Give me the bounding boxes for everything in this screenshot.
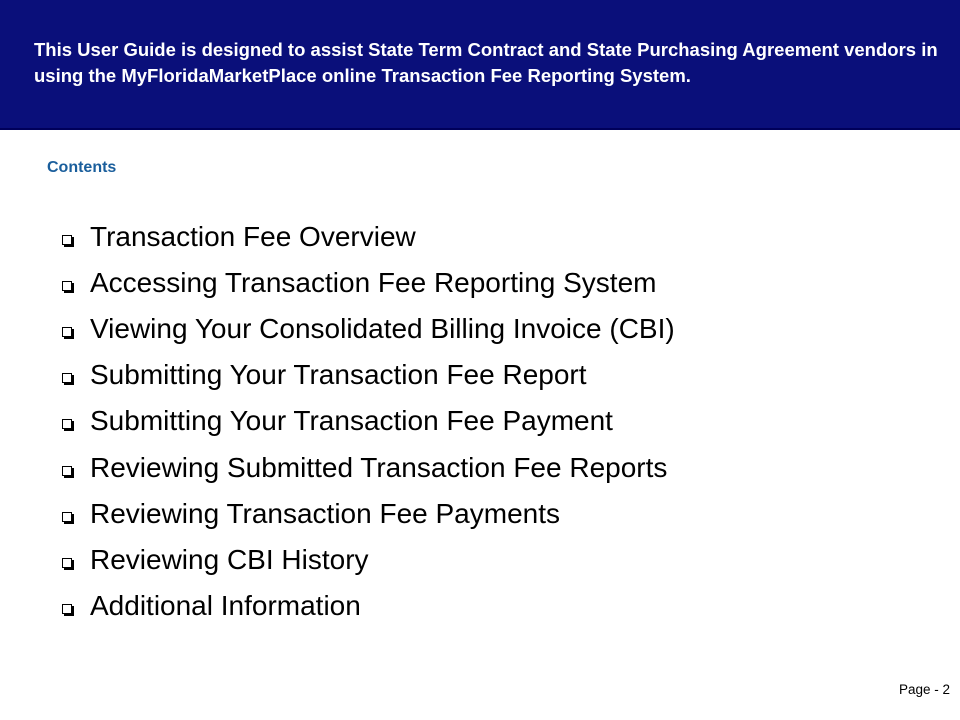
checkbox-bullet-icon [62, 327, 72, 337]
checkbox-bullet-icon [62, 512, 72, 522]
table-of-contents [62, 214, 675, 629]
checkbox-bullet-icon [62, 373, 72, 383]
checkbox-bullet-icon [62, 558, 72, 568]
checkbox-bullet-icon [62, 466, 72, 476]
toc-item [62, 352, 675, 398]
checkbox-bullet-icon [62, 419, 72, 429]
toc-item [62, 583, 675, 629]
contents-heading: Contents [47, 159, 117, 176]
page-number: Page - 2 [898, 682, 950, 697]
toc-item [62, 398, 675, 444]
toc-item-label: Additional Information [90, 589, 361, 621]
toc-item [62, 214, 675, 260]
toc-item [62, 260, 675, 306]
checkbox-bullet-icon [62, 281, 72, 291]
toc-item-label: Reviewing Submitted Transaction Fee Reports [90, 451, 668, 483]
toc-item-label: Submitting Your Transaction Fee Payment [90, 405, 613, 437]
toc-item [62, 444, 675, 490]
toc-item-label: Reviewing Transaction Fee Payments [90, 497, 560, 529]
toc-item [62, 306, 675, 352]
toc-item-label: Reviewing CBI History [90, 543, 369, 575]
header-banner [0, 0, 960, 130]
toc-item-label: Transaction Fee Overview [90, 221, 416, 253]
toc-item-label: Submitting Your Transaction Fee Report [90, 359, 587, 391]
checkbox-bullet-icon [62, 604, 72, 614]
toc-item-label: Viewing Your Consolidated Billing Invoice (CBI) [90, 313, 675, 345]
toc-item-label: Accessing Transaction Fee Reporting System [90, 267, 657, 299]
toc-item [62, 491, 675, 537]
banner-text: This User Guide is designed to assist State Term Contract and State Purchasing Agreement vendors in using the MyFloridaMarketPlace online Transaction Fee Reporting System. [34, 39, 938, 86]
toc-item [62, 537, 675, 583]
checkbox-bullet-icon [62, 235, 72, 245]
